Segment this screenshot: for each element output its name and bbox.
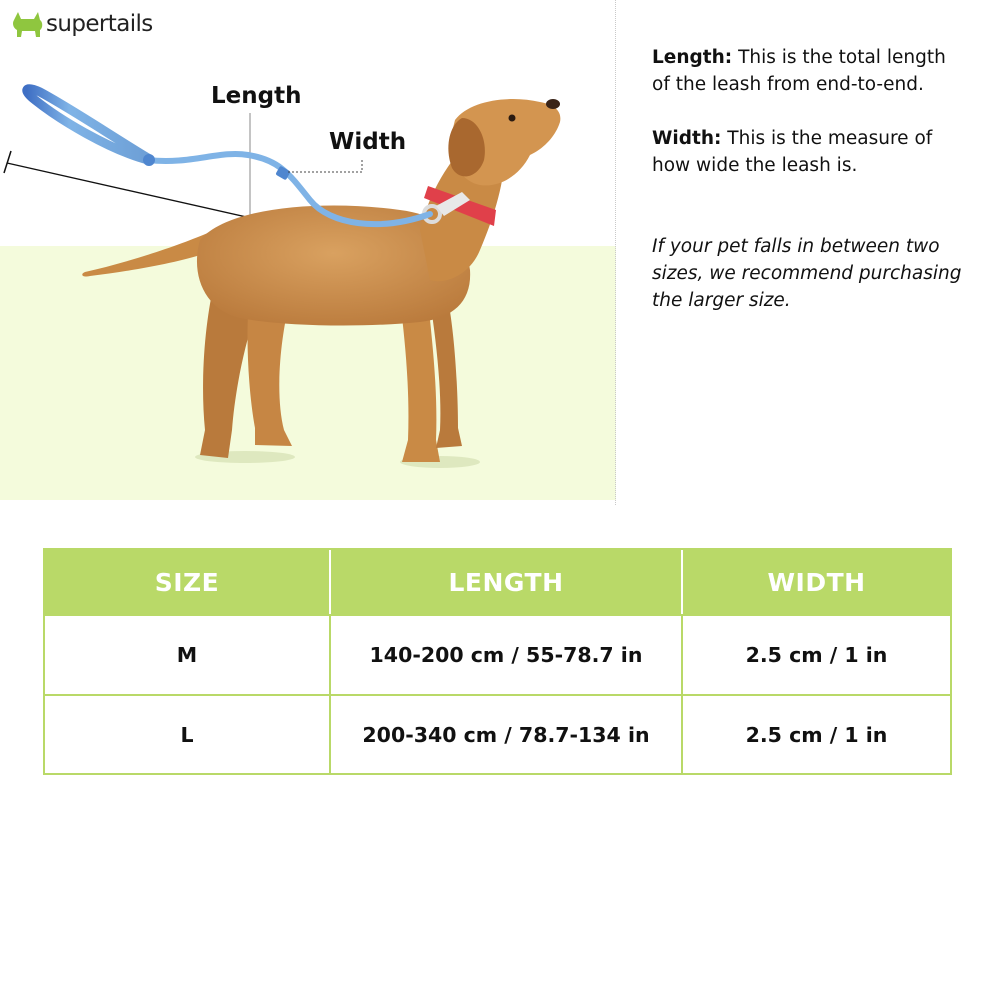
width-term: Width: <box>652 128 722 149</box>
width-measure-line <box>288 160 362 172</box>
length-description <box>652 44 962 98</box>
length-term: Length: <box>652 47 733 68</box>
dog-eye <box>509 115 516 122</box>
size-chart-table <box>43 548 952 775</box>
table-row <box>45 614 950 694</box>
dog-tail <box>82 232 215 277</box>
cell-length: 200-340 cm / 78.7-134 in <box>329 696 681 774</box>
width-label: Width <box>329 129 407 155</box>
header-width: WIDTH <box>681 550 950 614</box>
dog-logo-icon <box>12 10 44 38</box>
header-length: LENGTH <box>329 550 681 614</box>
header-size: SIZE <box>154 567 220 597</box>
width-description <box>652 125 962 179</box>
table-row <box>45 694 950 774</box>
cell-width: 2.5 cm / 1 in <box>681 696 950 774</box>
length-label: Length <box>211 83 302 109</box>
supertails-logo <box>12 10 153 38</box>
measurement-info <box>652 44 962 341</box>
cell-width: 2.5 cm / 1 in <box>681 616 950 694</box>
leash-illustration <box>0 0 616 500</box>
cell-size: M <box>176 643 198 667</box>
cell-size: L <box>180 723 194 747</box>
section-divider <box>615 0 616 505</box>
dog-with-leash-drawing <box>0 0 616 500</box>
leash-drawing <box>27 89 430 224</box>
size-recommendation-note: If your pet falls in between two sizes, we recommend purchasing the larger size. <box>652 236 962 311</box>
dog-nose <box>546 99 560 109</box>
brand-name: supertails <box>46 11 153 37</box>
length-text: This is the total length of the leash from end-to-end. <box>652 47 946 95</box>
table-header-row <box>45 550 950 614</box>
cell-length: 140-200 cm / 55-78.7 in <box>329 616 681 694</box>
width-text: This is the measure of how wide the leash is. <box>652 128 933 176</box>
